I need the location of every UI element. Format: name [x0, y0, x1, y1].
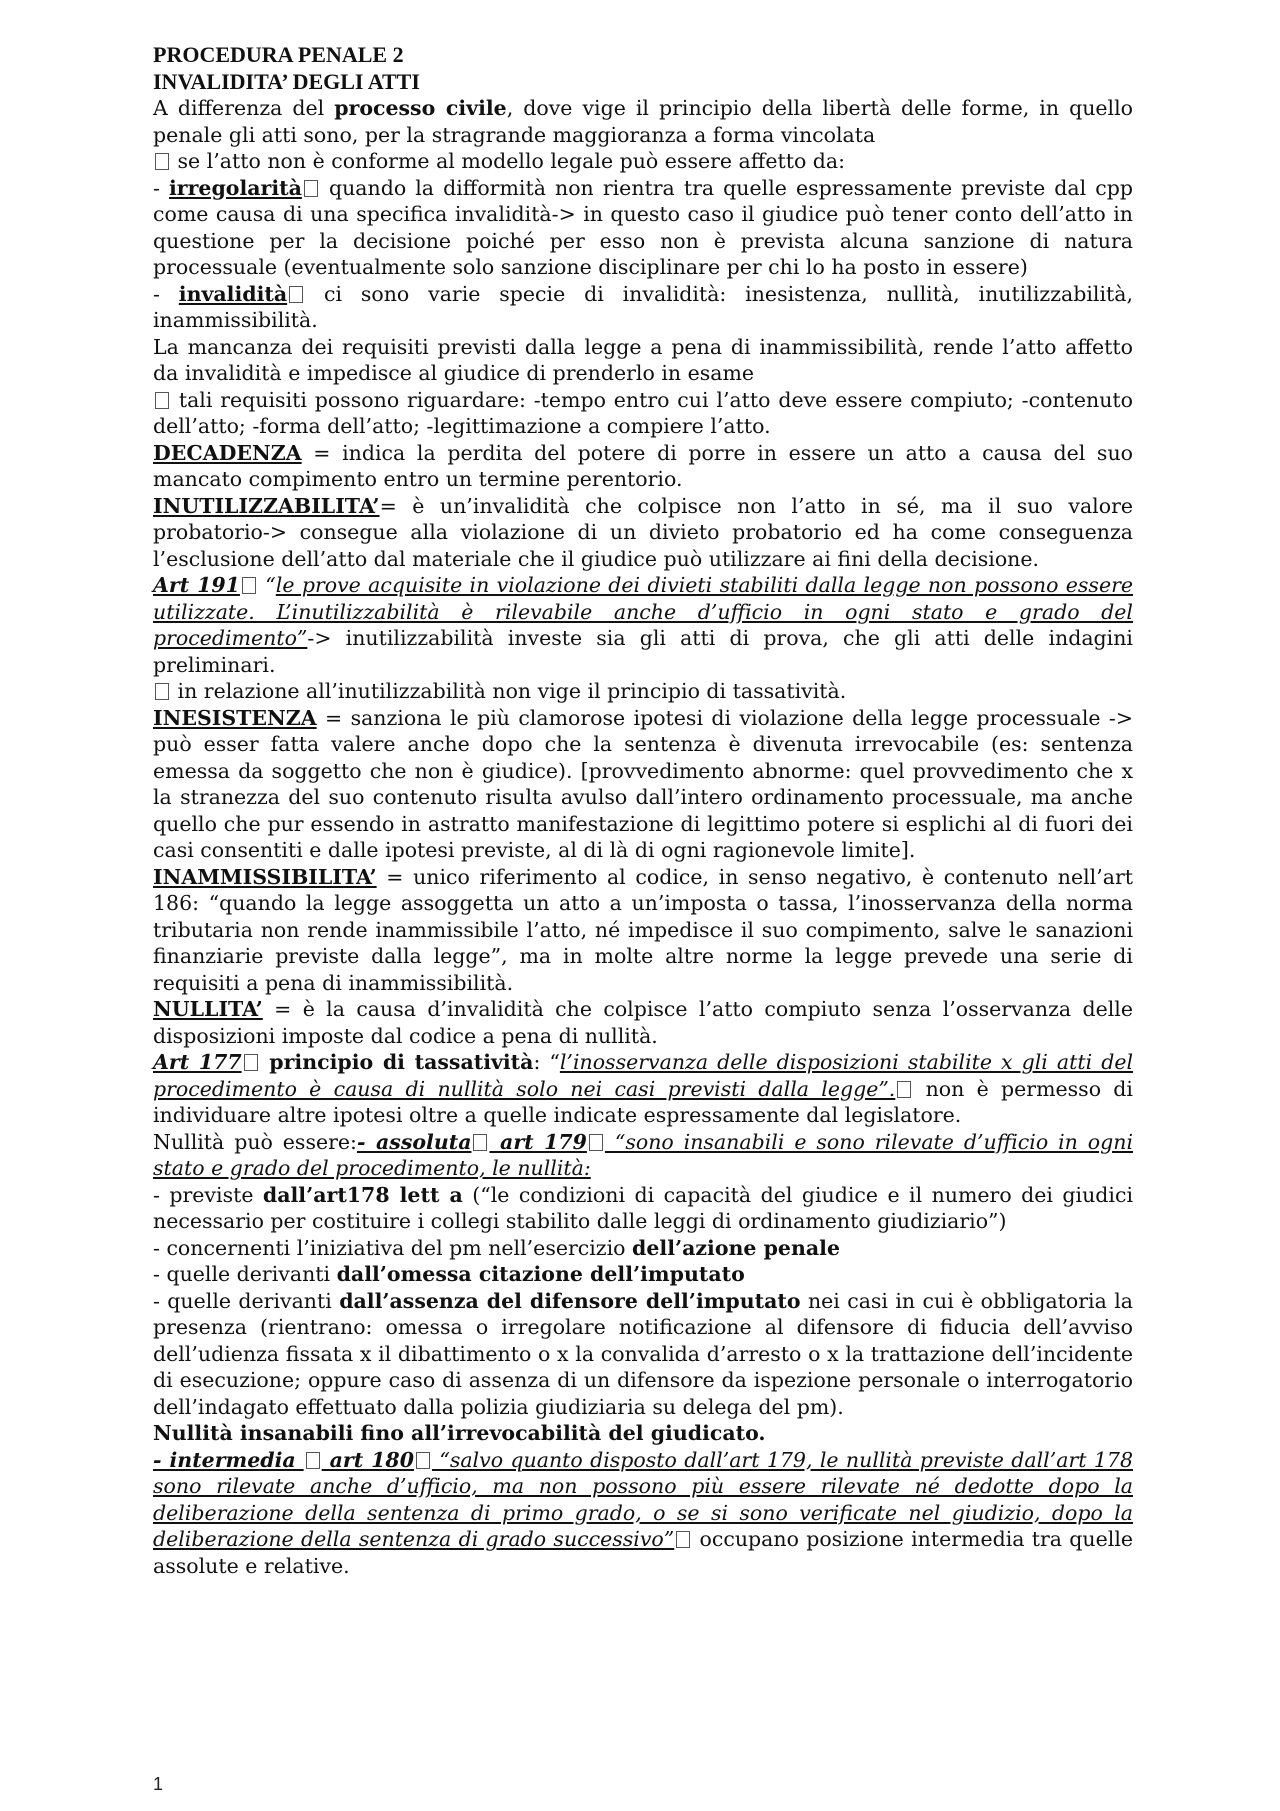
arrow-symbol-icon [244, 1054, 258, 1071]
assoluta-paragraph [153, 1129, 1133, 1182]
term-assoluta: - assoluta [356, 1129, 472, 1154]
arrow-symbol-icon [242, 577, 256, 594]
inutilizzabilita-paragraph [153, 493, 1133, 573]
art191-paragraph [153, 572, 1133, 678]
art177-quote: l’inosservanza delle disposizioni stabilite x gli atti del procedimento è causa di nullità solo nei casi previsti dalla legge”. [153, 1050, 1134, 1101]
requisiti-text: tali requisiti possono riguardare: -tempo entro cui l’atto deve essere compiuto; -contenuto dell’atto; -forma dell’atto; -legittimazione a compiere l’atto. [153, 387, 1133, 438]
nullita-paragraph [153, 996, 1133, 1049]
intro-paragraph [153, 95, 1133, 148]
decadenza-text: = indica la perdita del potere di porre in essere un atto a causa del suo mancato compimento entro un termine perentorio. [153, 440, 1133, 491]
arrow-symbol-icon [155, 683, 169, 700]
intro-text-1: A differenza del [153, 96, 335, 120]
art177-colon: : “ [533, 1050, 560, 1074]
nullita-text: = è la causa d’invalidità che colpisce l’atto compiuto senza l’osservanza delle disposizioni imposte dal codice a pena di nullità. [153, 997, 1133, 1048]
assoluta-art: art 179 [489, 1129, 587, 1154]
arrow-symbol-icon [676, 1531, 690, 1548]
intermedia-quote: “salvo quanto disposto dall’art 179, le nullità previste dall’art 178 sono rilevate anche d’ufficio, ma non possono più essere rilevate né dedotte dopo la deliberazione della sentenza di primo grado, o se si sono verificate nel giudizio, dopo la deliberazione della sentenza di grado successivo” [153, 1447, 1133, 1551]
art177-text: non è permesso di individuare altre ipotesi oltre a quelle indicate espressamente dal legislatore. [153, 1076, 1133, 1127]
arrow-symbol-icon [473, 1134, 487, 1151]
list-item-text: - concernenti l’iniziativa del pm nell’esercizio [153, 1235, 633, 1260]
list-item [153, 1261, 1133, 1288]
art177-paragraph [153, 1049, 1133, 1129]
arrow-symbol-icon [306, 1452, 320, 1469]
art177-principle: principio di tassatività [259, 1050, 534, 1074]
term-irregolarita: irregolarità [169, 175, 302, 200]
document-page [153, 42, 1133, 1579]
list-item-text: nei casi in cui è obbligatoria la presenza (rientrano: omessa o irregolare notificazione al difensore di fiducia dell’avviso dell’udienza fissata x il dibattimento o x la convalida d’arresto o x la trattazione dell’incidente di esecuzione; oppure caso di assenza di un difensore da ispezione personale o interrogatorio dell’indagato effettuato dalla polizia giudiziaria su delega del pm). [153, 1288, 1133, 1419]
art191-note [153, 678, 1133, 705]
intro-line-2 [153, 148, 1133, 175]
invalidita-paragraph [153, 281, 1133, 334]
irregolarita-text: quando la difformità non rientra tra quelle espressamente previste dal cpp come causa di una specifica invalidità-> in questo caso il giudice può tener conto dell’atto in questione per la decisione poiché per esso non è prevista alcuna sanzione di natura processuale (eventualmente solo sanzione disciplinare per chi lo ha posto in essere) [153, 175, 1134, 279]
assoluta-lead: Nullità può essere: [153, 1129, 357, 1154]
course-title: PROCEDURA PENALE 2 [153, 42, 404, 67]
term-decadenza: DECADENZA [153, 440, 302, 465]
list-item-bold: dall’assenza del difensore dell’imputato [339, 1288, 801, 1313]
art177-ref: Art 177 [153, 1050, 242, 1074]
art191-text: -> inutilizzabilità investe sia gli atti di prova, che gli atti delle indagini preliminari. [153, 626, 1133, 677]
art191-note-text: in relazione all’inutilizzabilità non vige il principio di tassatività. [171, 679, 847, 703]
arrow-symbol-icon [897, 1081, 911, 1098]
list-item-text: - previste [153, 1182, 263, 1207]
arrow-symbol-icon [416, 1452, 430, 1469]
mancanza-paragraph: La mancanza dei requisiti previsti dalla legge a pena di inammissibilità, rende l’atto affetto da invalidità e impedisce al giudice di prenderlo in esame [153, 334, 1133, 385]
art191-quote-open: “ [257, 573, 276, 597]
inutilizzabilita-text: = è un’invalidità che colpisce non l’atto in sé, ma il suo valore probatorio-> consegue alla violazione di un divieto probatorio ed ha come conseguenza l’esclusione dell’atto dal materiale che il giudice può utilizzare ai fini della decisione. [153, 493, 1133, 571]
intermedia-text: occupano posizione intermedia tra quelle assolute e relative. [153, 1527, 1134, 1578]
list-item-text: (“le condizioni di capacità del giudice e il numero dei giudici necessario per costituire i collegi stabilito dalle leggi di ordinamento giudiziario”) [153, 1182, 1134, 1233]
list-item [153, 1182, 1133, 1235]
inammissibilita-paragraph [153, 864, 1133, 997]
intro-text-2: , dove vige il principio della libertà delle forme, in quello penale gli atti sono, per la stragrande maggioranza a forma vincolata [153, 96, 1133, 147]
list-item [153, 1235, 1133, 1262]
term-intermedia: - intermedia [153, 1447, 304, 1472]
intermedia-paragraph [153, 1447, 1133, 1580]
list-item-bold: dall’omessa citazione dell’imputato [336, 1262, 745, 1286]
page-number: 1 [153, 1774, 164, 1794]
invalidita-text: ci sono varie specie di invalidità: inesistenza, nullità, inutilizzabilità, inammissibilità. [153, 281, 1133, 332]
term-inesistenza: INESISTENZA [153, 705, 317, 730]
irregolarita-paragraph [153, 175, 1133, 281]
inesistenza-text: = sanziona le più clamorose ipotesi di violazione della legge processuale -> può esser fatta valere anche dopo che la sentenza è divenuta irrevocabile (es: sentenza emessa da soggetto che non è giudice). [provvedimento abnorme: quel provvedimento che x la stranezza del suo contenuto risulta avulso dall’intero ordinamento processuale, ma anche quello che pur essendo in astratto manifestazione di legittimo potere si esplichi al di fuori dei casi consentiti e dalle ipotesi previste, al di là di ogni ragionevole limite]. [153, 705, 1133, 862]
arrow-symbol-icon [304, 180, 318, 197]
inammissibilita-text: = unico riferimento al codice, in senso negativo, è contenuto nell’art 186: “quando la legge assoggetta un atto a un’imposta o tassa, l’inosservanza della norma tributaria non rende inammissibile l’atto, né impedisce il suo compimento, salve le sanazioni finanziarie previste dalla legge”, ma in molte altre norme la legge prevede una serie di requisiti a pena di inammissibilità. [153, 864, 1133, 995]
dash: - [153, 175, 170, 200]
decadenza-paragraph [153, 440, 1133, 493]
list-item-bold: dell’azione penale [632, 1235, 840, 1260]
arrow-symbol-icon [155, 153, 169, 170]
arrow-symbol-icon [289, 286, 303, 303]
art191-ref: Art 191 [153, 573, 240, 597]
assoluta-conclusion: Nullità insanabili fino all’irrevocabilità del giudicato. [153, 1421, 766, 1445]
chapter-title: INVALIDITA’ DEGLI ATTI [153, 68, 420, 94]
intro-bold-processo-civile: processo civile [334, 96, 507, 120]
arrow-symbol-icon [589, 1134, 603, 1151]
list-item-bold: dall’art178 lett a [262, 1182, 463, 1207]
list-item [153, 1288, 1133, 1421]
dash: - [153, 281, 179, 306]
arrow-symbol-icon [155, 392, 169, 409]
assoluta-quote: “sono insanabili e sono rilevate d’ufficio in ogni stato e grado del procedimento, le nullità: [153, 1129, 1133, 1180]
intro-line-2-text: se l’atto non è conforme al modello legale può essere affetto da: [171, 149, 846, 173]
term-inammissibilita: INAMMISSIBILITA’ [153, 864, 377, 889]
term-invalidita: invalidità [178, 281, 288, 306]
term-inutilizzabilita: INUTILIZZABILITA’ [153, 493, 380, 518]
list-item-text: - quelle derivanti [153, 1288, 340, 1313]
intermedia-art: art 180 [321, 1447, 414, 1472]
inesistenza-paragraph [153, 705, 1133, 864]
requisiti-line [153, 387, 1133, 440]
art191-quote: le prove acquisite in violazione dei divieti stabiliti dalla legge non possono essere utilizzate. L’inutilizzabilità è rilevabile anche d’ufficio in ogni stato e grado del procedimento” [153, 573, 1134, 650]
term-nullita: NULLITA’ [153, 997, 263, 1021]
list-item-text: - quelle derivanti [153, 1262, 337, 1286]
